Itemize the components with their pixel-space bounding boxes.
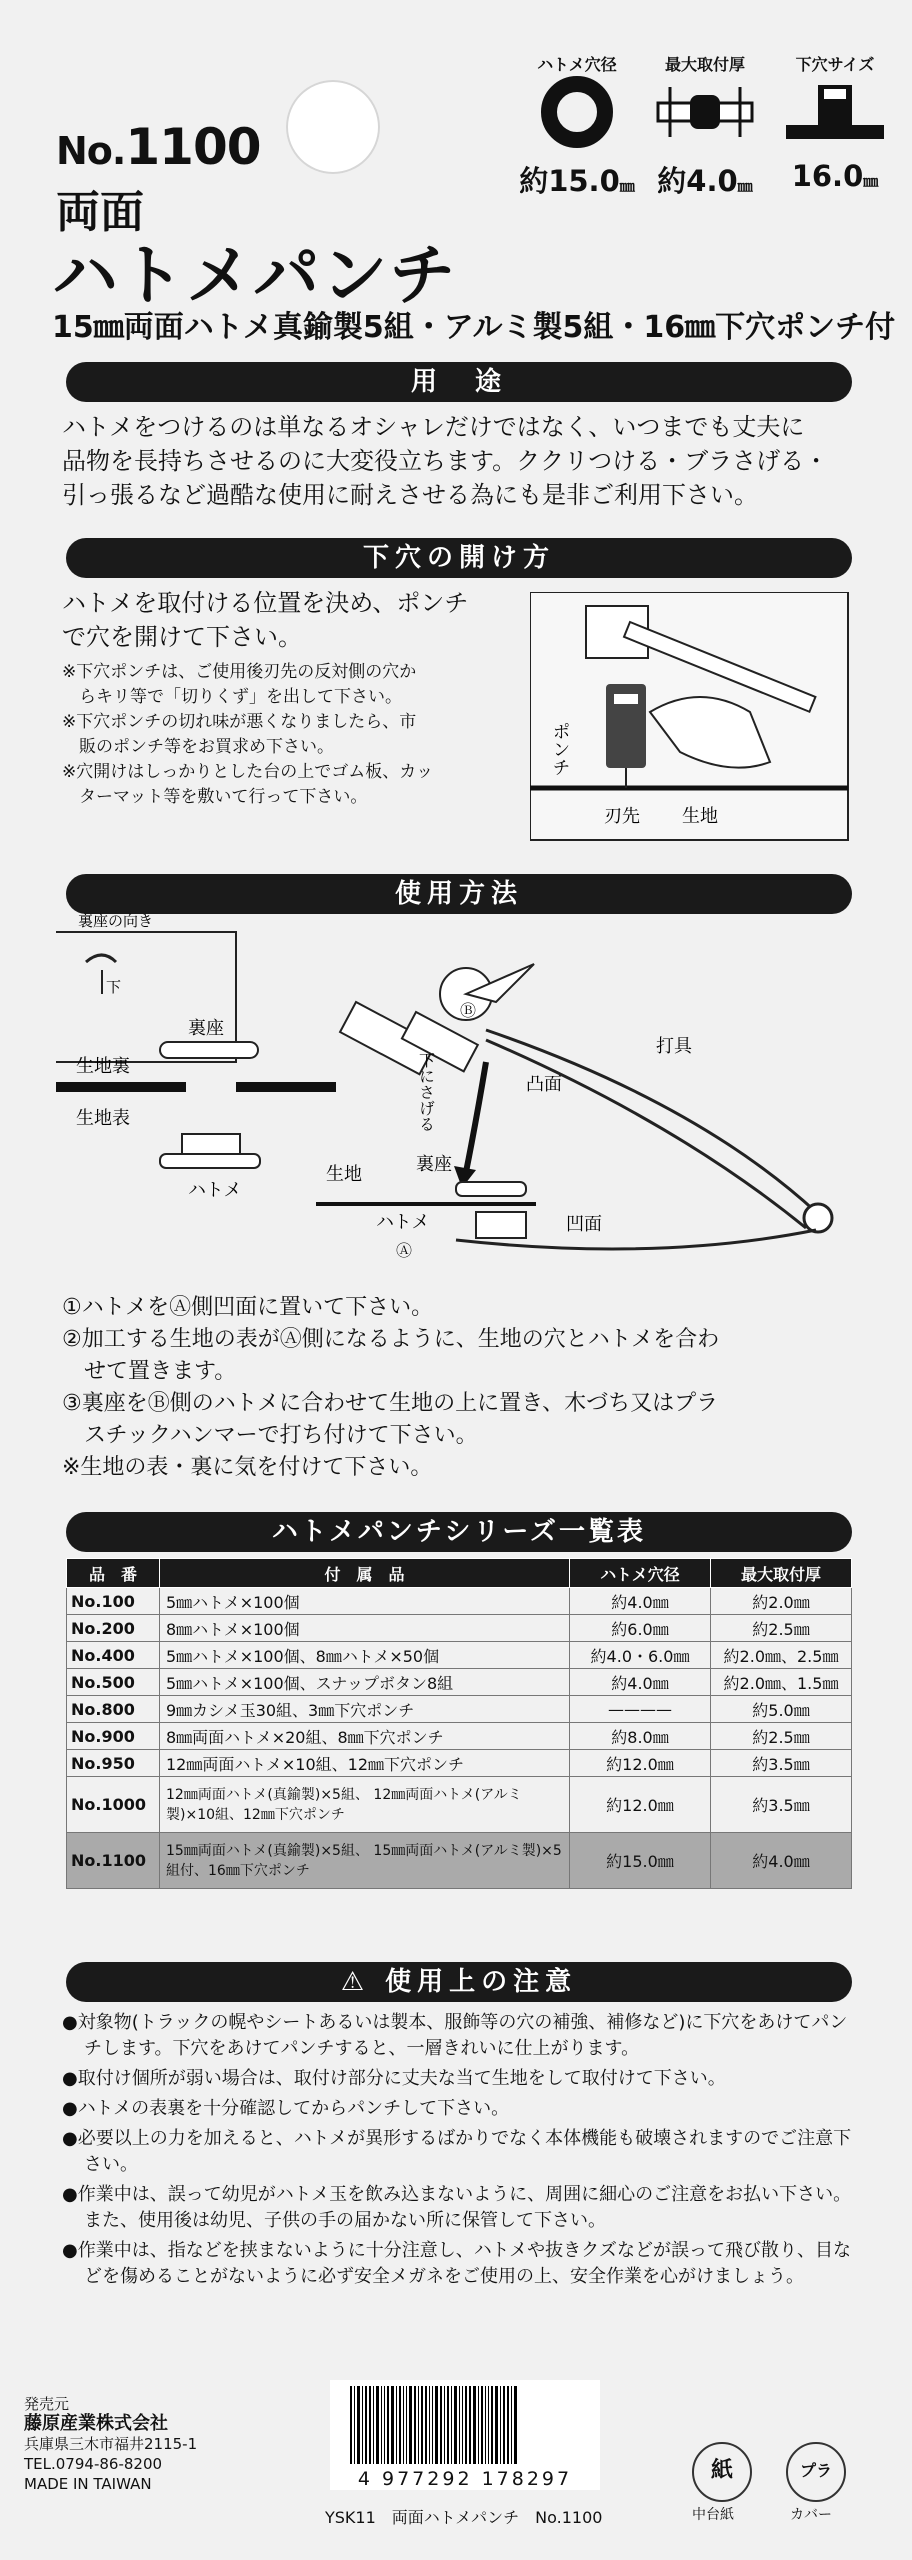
plastic-recycle-label: カバー (790, 2507, 832, 2523)
series-heading: ハトメパンチシリーズ一覧表 (66, 1512, 852, 1552)
product-subtitle: 15㎜両面ハトメ真鍮製5組・アルミ製5組・16㎜下穴ポンチ付 (52, 310, 896, 345)
spec-eyelet-diameter: ハトメ穴径 約15.0㎜ (519, 55, 635, 198)
barcode-number: 4 977292 178297 (357, 2468, 573, 2490)
method-figure (56, 912, 856, 1282)
table-row: No.900 8㎜両面ハトメ×20組、8㎜下穴ポンチ 約8.0㎜ 約2.5㎜ (67, 1723, 852, 1750)
caution-heading: ⚠ 使用上の注意 (66, 1962, 852, 2002)
fig-backing-dir: 裏座の向き (78, 912, 154, 930)
svg-text:Ⓑ: Ⓑ (460, 1001, 477, 1020)
svg-text:ハトメ: ハトメ (376, 1212, 430, 1233)
table-row: No.400 5㎜ハトメ×100個、8㎜ハトメ×50個 約4.0・6.0㎜ 約2.0㎜、2.5㎜ (67, 1642, 852, 1669)
svg-text:生地: 生地 (326, 1164, 362, 1185)
product-type: 両面 (56, 187, 144, 238)
svg-text:生地裏: 生地裏 (76, 1056, 130, 1077)
svg-text:裏座: 裏座 (416, 1154, 452, 1175)
svg-text:下: 下 (106, 978, 122, 996)
usage-heading: 用 途 (66, 362, 852, 402)
fig-blade-label: 刃先 (604, 806, 640, 827)
hole-heading: 下穴の開け方 (66, 538, 852, 578)
table-row: No.1000 12㎜両面ハトメ(真鍮製)×5組、 12㎜両面ハトメ(アルミ製)×10組、12㎜下穴ポンチ 約12.0㎜ 約3.5㎜ (67, 1777, 852, 1833)
caution-list (62, 2010, 862, 2294)
svg-text:Ⓐ: Ⓐ (396, 1241, 413, 1260)
paper-recycle-label: 中台紙 (692, 2507, 734, 2523)
table-row: No.800 9㎜カシメ玉30組、3㎜下穴ポンチ ———— 約5.0㎜ (67, 1696, 852, 1723)
table-row-current: No.1100 15㎜両面ハトメ(真鍮製)×5組、 15㎜両面ハトメ(アルミ製)×5組付、16㎜下穴ポンチ 約15.0㎜ 約4.0㎜ (67, 1833, 852, 1889)
hang-hole (286, 80, 380, 174)
list-item: ●取付け個所が弱い場合は、取付け部分に丈夫な当て生地をして取付けて下さい。 (62, 2068, 726, 2089)
table-row: No.200 8㎜ハトメ×100個 約6.0㎜ 約2.5㎜ (67, 1615, 852, 1642)
hole-size-icon (780, 75, 890, 149)
list-item: ●ハトメの表裏を十分確認してからパンチして下さい。 (62, 2098, 510, 2119)
svg-text:凸面: 凸面 (526, 1074, 562, 1095)
usage-text: ハトメをつけるのは単なるオシャレだけではなく、いつまでも丈夫に 品物を長持ちさせるのに大変役立ちます。ククリつける・ブラさげる・ 引っ張るなど過酷な使用に耐えさせる為にも是非ご利用下さい。 (62, 413, 829, 509)
svg-text:打具: 打具 (656, 1036, 692, 1057)
paper-recycle-icon: 紙 (692, 2442, 752, 2502)
product-sku: YSK11 両面ハトメパンチ No.1100 (325, 2508, 603, 2527)
plastic-recycle-icon: プラ (786, 2442, 846, 2502)
warning-icon: ⚠ (340, 1967, 371, 1997)
thickness-icon (650, 75, 760, 149)
series-table: 品 番 付 属 品 ハトメ穴径 最大取付厚 No.100 5㎜ハトメ×100個 約4.0㎜ 約2.0㎜ No.200 8㎜ハトメ×100個 約6.0㎜ 約2.5㎜ No.400 5㎜ハトメ×100個、8㎜ハトメ×50個 約4.0・6.0㎜ 約2.0㎜、2.5㎜ No.500 5㎜ハトメ×100個、スナップボタン8組 約4.0㎜ 約2.0㎜、1.5㎜ No.800 9㎜カシメ玉30組、3㎜下穴ポンチ ———— 約5.0㎜ No.900 8㎜両面ハトメ×20組、8㎜下穴ポンチ 約8.0㎜ 約2.5㎜ No.950 12㎜両面ハトメ×10組、12㎜下穴ポンチ 約12.0㎜ 約3.5㎜ No.1000 12㎜両面ハトメ(真鍮製)×5組、 12㎜両面ハトメ(アルミ製)×10組、12㎜下穴ポンチ 約12.0㎜ 約3.5㎜ No.1100 15㎜両面ハトメ(真鍮製)×5組、 15㎜両面ハトメ(アルミ製)×5組付、16㎜下穴ポンチ 約15.0㎜ 約4.0㎜ (66, 1558, 852, 1889)
svg-text:ハトメ: ハトメ (188, 1180, 242, 1201)
spec-hole-size: 下穴サイズ 16.0㎜ (770, 52, 900, 193)
fig-cloth-label: 生地 (682, 806, 718, 827)
svg-text:凹面: 凹面 (566, 1214, 602, 1235)
list-item: ●作業中は、誤って幼児がハトメ玉を飲み込まないように、周囲に細心のご注意をお払い下さい。また、使用後は幼児、子供の手の届かない所に保管して下さい。 (62, 2184, 852, 2231)
hole-punch-figure (530, 592, 850, 842)
product-title: ハトメパンチ (52, 237, 458, 314)
spec-max-thickness: 最大取付厚 約4.0㎜ (640, 52, 770, 200)
method-heading: 使用方法 (66, 874, 852, 914)
table-row: No.100 5㎜ハトメ×100個 約4.0㎜ 約2.0㎜ (67, 1588, 852, 1615)
table-row: No.950 12㎜両面ハトメ×10組、12㎜下穴ポンチ 約12.0㎜ 約3.5㎜ (67, 1750, 852, 1777)
fig-punch-label: ポンチ (549, 722, 571, 776)
list-item: ●作業中は、指などを挟まないように十分注意し、ハトメや抜きクズなどが誤って飛び散り、目などを傷めることがないように必ず安全メガネをご使用の上、安全作業を心がけましょう。 (62, 2240, 851, 2287)
method-steps: ①ハトメをⒶ側凹面に置いて下さい。 ②加工する生地の表がⒶ側になるように、生地の穴とハトメを合わ せて置きます。 ③裏座をⒷ側のハトメに合わせて生地の上に置き、木づち又はプラ スチックハンマーで打ち付けて下さい。 ※生地の表・裏に気を付けて下さい。 (62, 1295, 720, 1480)
hole-text: ハトメを取付ける位置を決め、ポンチ で穴を開けて下さい。 ※下穴ポンチは、ご使用後刃先の反対側の穴か らキリ等で「切りくず」を出して下さい。 ※下穴ポンチの切れ味が悪くなりましたら、市 販のポンチ等をお買求め下さい。 ※穴開けはしっかりとした台の上でゴム板、カッ ターマット等を敷いて行って下さい。 (62, 589, 469, 807)
svg-text:下にさげる: 下にさげる (416, 1052, 436, 1132)
svg-text:生地表: 生地表 (76, 1108, 130, 1129)
list-item: ●対象物(トラックの幌やシートあるいは製本、服飾等の穴の補強、補修など)に下穴をあけてパンチします。下穴をあけてパンチすると、一層きれいに仕上がります。 (62, 2012, 848, 2059)
svg-text:裏座: 裏座 (188, 1018, 224, 1039)
eyelet-ring-icon (532, 75, 622, 149)
model-number: No.1100 (56, 118, 261, 176)
table-row: No.500 5㎜ハトメ×100個、スナップボタン8組 約4.0㎜ 約2.0㎜、1.5㎜ (67, 1669, 852, 1696)
maker-info: 発売元 藤原産業株式会社 兵庫県三木市福井2115-1 TEL.0794-86-8200 MADE IN TAIWAN (24, 2395, 198, 2493)
list-item: ●必要以上の力を加えると、ハトメが異形するばかりでなく本体機能も破壊されますのでご注意下さい。 (62, 2128, 852, 2175)
